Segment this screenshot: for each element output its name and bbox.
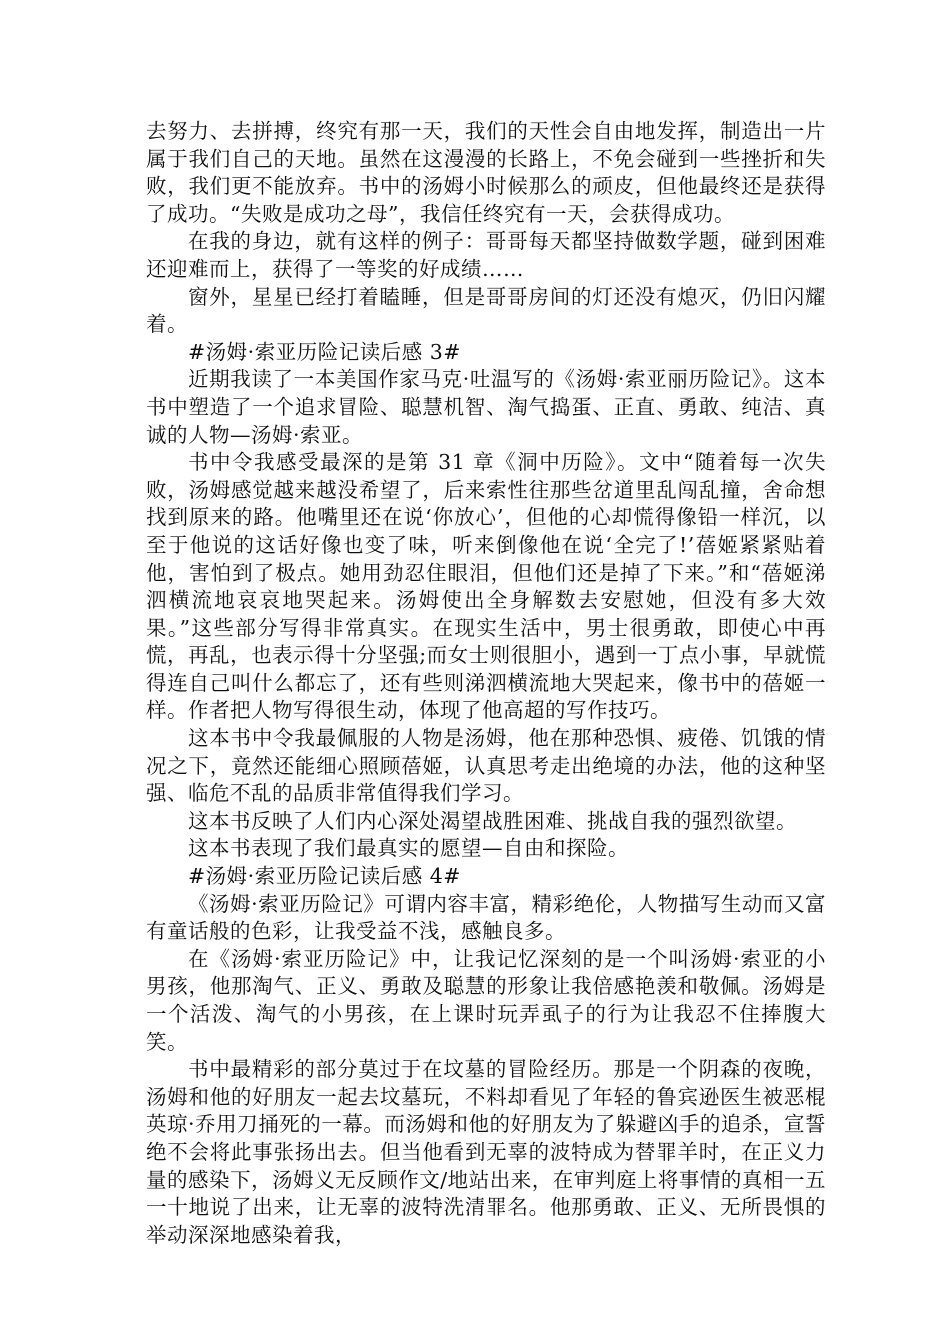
paragraph: 这本书表现了我们最真实的愿望—自由和探险。 bbox=[188, 836, 629, 861]
paragraph: 近期我读了一本美国作家马克·吐温写的《汤姆·索亚丽历险记》。这本书中塑造了一个追求冒险、聪慧机智、淘气捣蛋、正直、勇敢、纯洁、真诚的人物—汤姆·索亚。 bbox=[146, 367, 826, 447]
document-page bbox=[146, 118, 826, 1249]
paragraph: 在《汤姆·索亚历险记》中，让我记忆深刻的是一个叫汤姆·索亚的小男孩，他那淘气、正义、勇敢及聪慧的形象让我倍感艳羡和敬佩。汤姆是一个活泼、淘气的小男孩，在上课时玩弄虱子的行为让我忍不住捧腹大笑。 bbox=[146, 946, 826, 1054]
paragraph: 去努力、去拼搏，终究有那一天，我们的天性会自由地发挥，制造出一片属于我们自己的天地。虽然在这漫漫的长路上，不免会碰到一些挫折和失败，我们更不能放弃。书中的汤姆小时候那么的顽皮，但他最终还是获得了成功。“失败是成功之母”，我信任终究有一天，会获得成功。 bbox=[146, 119, 826, 226]
section-heading: #汤姆·索亚历险记读后感 3# bbox=[188, 339, 461, 364]
paragraph: 在我的身边，就有这样的例子：哥哥每天都坚持做数学题，碰到困难还迎难而上，获得了一等奖的好成绩…… bbox=[146, 229, 826, 281]
paragraph: 这本书反映了人们内心深处渴望战胜困难、挑战自我的强烈欲望。 bbox=[188, 808, 797, 833]
paragraph: 书中令我感受最深的是第 31 章《洞中历险》。文中“随着每一次失败，汤姆感觉越来越没希望了，后来索性往那些岔道里乱闯乱撞，舍命想找到原来的路。他嘴里还在说‘你放心’，但他的心却慌得像铅一样沉，以至于他说的这话好像也变了味，听来倒像他在说‘全完了!’蓓姬紧紧贴着他，害怕到了极点。她用劲忍住眼泪，但他们还是掉了下来。”和“蓓姬涕泗横流地哀哀地哭起来。汤姆使出全身解数去安慰她，但没有多大效果。”这些部分写得非常真实。在现实生活中，男士很勇敢，即使心中再慌，再乱，也表示得十分坚强;而女士则很胆小，遇到一丁点小事，早就慌得连自己叫什么都忘了，还有些则涕泗横流地大哭起来，像书中的蓓姬一样。作者把人物写得很生动，体现了他高超的写作技巧。 bbox=[146, 450, 826, 723]
paragraph: 窗外，星星已经打着瞌睡，但是哥哥房间的灯还没有熄灭，仍旧闪耀着。 bbox=[146, 284, 826, 337]
paragraph: 《汤姆·索亚历险记》可谓内容丰富，精彩绝伦，人物描写生动而又富有童话般的色彩，让我受益不浅，感触良多。 bbox=[146, 891, 826, 944]
paragraph: 这本书中令我最佩服的人物是汤姆，他在那种恐惧、疲倦、饥饿的情况之下，竟然还能细心照顾蓓姬，认真思考走出绝境的办法，他的这种坚强、临危不乱的品质非常值得我们学习。 bbox=[146, 726, 826, 806]
section-heading: #汤姆·索亚历险记读后感 4# bbox=[188, 864, 461, 889]
paragraph: 书中最精彩的部分莫过于在坟墓的冒险经历。那是一个阴森的夜晚，汤姆和他的好朋友一起去坟墓玩，不料却看见了年轻的鲁宾逊医生被恶棍英琼·乔用刀捅死的一幕。而汤姆和他的好朋友为了躲避凶手的追杀，宣誓绝不会将此事张扬出去。但当他看到无辜的波特成为替罪羊时，在正义力量的感染下，汤姆义无反顾作文/地站出来，在审判庭上将事情的真相一五一十地说了出来，让无辜的波特洗清罪名。他那勇敢、正义、无所畏惧的举动深深地感染着我， bbox=[146, 1057, 826, 1247]
